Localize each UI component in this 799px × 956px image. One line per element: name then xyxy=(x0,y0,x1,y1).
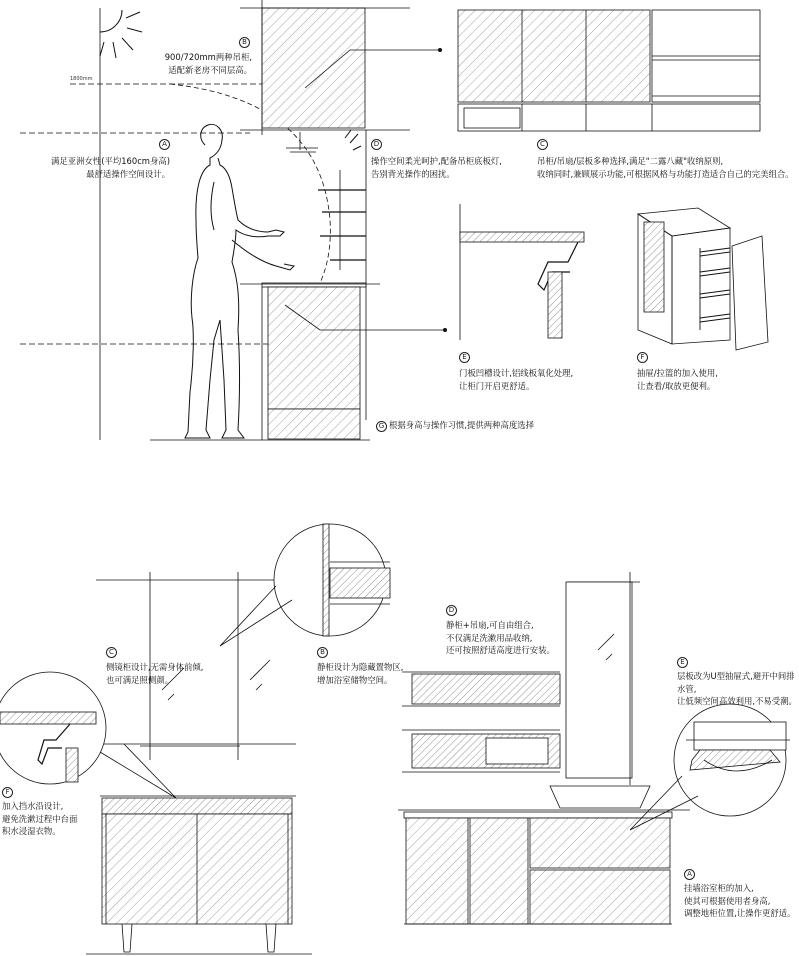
annotation-height-options: 根据身高与操作习惯,提供两种高度选择 xyxy=(389,420,535,430)
lamp-icon xyxy=(345,130,361,150)
annotation-lighting: 操作空间柔光呵护,配备吊柜底板灯, 告别背光操作的困扰。 xyxy=(371,156,502,179)
marker-f-bottom: F xyxy=(2,787,13,798)
bathroom-elevation-left xyxy=(0,524,390,954)
annotation-u-drawer: 层板改为U型抽屉式,避开中间排水管, 让低频空间高效利用,不易受潮。 xyxy=(677,671,797,706)
marker-f-top: F xyxy=(637,352,648,363)
sun-icon xyxy=(100,10,142,58)
annotation-combination: 静柜+吊扇,可自由组合, 不仅满足洗漱用品收纳, 还可按照舒适高度进行安装。 xyxy=(446,620,555,655)
marker-a-bottom: A xyxy=(684,869,695,880)
marker-d-top: D xyxy=(371,139,382,150)
marker-b-bottom: B xyxy=(317,647,328,658)
marker-a-top: A xyxy=(159,139,170,150)
height-label: 1800mm xyxy=(70,76,93,82)
annotation-wall-hung: 挂墙浴室柜的加入, 使其可根据使用者身高, 调整地柜位置,让操作更舒适。 xyxy=(684,883,796,918)
marker-c-bottom: C xyxy=(106,647,117,658)
annotation-hidden-storage: 静柜设计为隐藏置物区, 增加浴室储物空间。 xyxy=(317,662,404,685)
upper-cabinet-elevation xyxy=(458,10,760,131)
pull-out-basket-illustration xyxy=(638,208,768,350)
marker-b-top: B xyxy=(239,37,250,48)
marker-d-bottom: D xyxy=(446,605,457,616)
annotation-upper-cabinet: 900/720mm两种吊柜, 适配新老房不同层高。 xyxy=(164,52,252,75)
annotation-door-groove: 门板凹槽设计,铝线板氧化处理, 让柜门开启更舒适。 xyxy=(459,368,574,391)
annotation-side-mirror: 侧镜柜设计,无需身体前倾, 也可满足照侧颜。 xyxy=(106,662,204,685)
marker-g-top: G xyxy=(376,421,387,432)
annotation-water-edge: 加入挡水沿设计, 避免洗漱过程中台面 积水浸湿衣物。 xyxy=(2,801,78,836)
marker-e-top: E xyxy=(459,352,470,363)
annotation-storage-options: 吊柜/吊扇/层板多种选择,满足"二露八藏"收纳原则, 收纳同时,兼顾展示功能,可根据风格与功能打造适合自己的完美组合。 xyxy=(537,156,794,179)
marker-e-bottom: E xyxy=(677,657,688,668)
door-groove-detail xyxy=(460,204,584,340)
marker-c-top: C xyxy=(537,139,548,150)
annotation-pull-out-basket: 抽屉/拉篮的加入使用, 让查看/取放更便利。 xyxy=(637,368,718,391)
annotation-operating-space: 满足亚洲女性(平均160cm身高) 最舒适操作空间设计。 xyxy=(50,156,170,179)
